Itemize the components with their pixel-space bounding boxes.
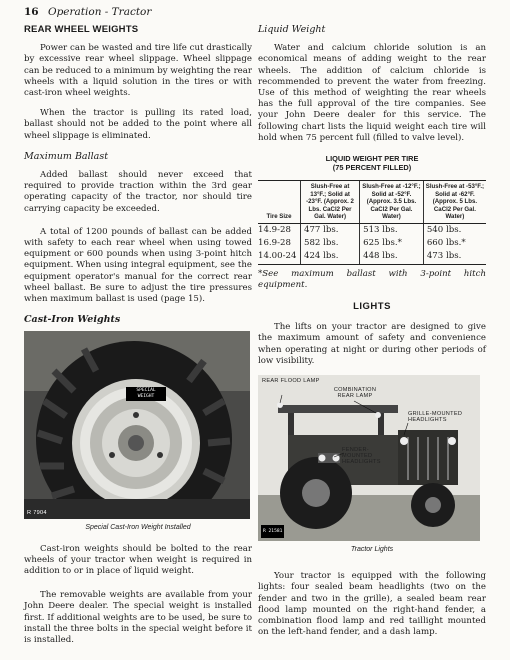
paragraph: The lifts on your tractor are designed to give the maximum amount of safety and convenience when operating at night or during other periods of low visibility.: [258, 322, 486, 366]
photo-id: R 7904: [27, 510, 47, 517]
paragraph: The removable weights are available from your John Deere dealer. The special weight is installed first. If additional weights are to be used, be sure to install the three bolts in the special weight before it is installed.: [24, 590, 252, 646]
paragraph: When the tractor is pulling its rated load, ballast should not be added to the point where all wheel slippage is eliminated.: [24, 108, 252, 141]
paragraph: Added ballast should never exceed that required to provide traction within the 3rd gear operating capacity of the tractor, nor should tire carrying capacity be exceeded.: [24, 170, 252, 214]
table-cell: 16.9-28: [258, 238, 291, 249]
right-column: [258, 24, 486, 647]
fender-headlights-label: FENDER-MOUNTED HEADLIGHTS: [342, 447, 381, 466]
table-header-row: [258, 181, 486, 224]
page-number: 16: [24, 6, 39, 18]
photo-caption: Tractor Lights: [350, 546, 394, 554]
maximum-ballast-heading: Maximum Ballast: [24, 150, 109, 162]
table-cell: 473 lbs.: [423, 250, 486, 264]
paragraph: Your tractor is equipped with the following lights: four sealed beam headlights (two on the fender and two in the grille), a sealed beam rear flood lamp mounted on the right-hand fender, a combination flood lamp and red taillight mounted on the left-hand fender, and a dash lamp.: [258, 571, 486, 638]
table-cell: 625 lbs.*: [360, 237, 424, 250]
table-cell: 660 lbs.*: [423, 237, 486, 250]
table-cell: 14.00-24: [258, 250, 301, 264]
rear-wheel-weights-heading: REAR WHEEL WEIGHTS: [24, 24, 139, 35]
cast-iron-weights-heading: Cast-Iron Weights: [24, 314, 121, 326]
table-cell: 540 lbs.: [423, 224, 486, 238]
cast-iron-weight-photo: [24, 331, 250, 519]
paragraph: Cast-iron weights should be bolted to the rear wheels of your tractor when weight is required in addition to or in place of liquid weight.: [24, 543, 252, 577]
table-cell: 14.9-28: [258, 225, 291, 235]
table-footnote: *See maximum ballast with 3-point hitch equipment.: [258, 268, 486, 290]
table-header: Slush-Free at -12°F.; Solid at -52°F. (Approx. 3.5 Lbs. CaCl2 Per Gal. Water): [360, 181, 424, 224]
paragraph: Power can be wasted and tire life cut drastically by excessive rear wheel slippage. Wheel slippage can be reduced to a minimum by weighting the rear wheels with a liquid solution in the tires or with cast-iron wheel weights.: [24, 43, 252, 99]
left-column: [24, 24, 252, 655]
rear-flood-lamp-label: REAR FLOOD LAMP: [262, 378, 320, 385]
photo-id: R 21581: [261, 525, 284, 538]
tire-weight-illustration: [24, 331, 250, 519]
special-weight-label: SPECIAL WEIGHT: [126, 387, 166, 401]
paragraph: A total of 1200 pounds of ballast can be added with safety to each rear wheel when using towed equipment or 600 pounds when using 3-point hitch equipment. When using integral equipment, see the equipment operator's manual for the correct rear wheel ballast. Be sure to adjust the tire pressures when maximum ballast is used (page 15).: [24, 226, 252, 305]
table-header: Slush-Free at -53°F.; Solid at -62°F. (Approx. 5 Lbs. CaCl2 Per Gal. Water): [423, 181, 486, 224]
combination-rear-lamp-label: COMBINATION REAR LAMP: [333, 387, 377, 400]
liquid-weight-heading: Liquid Weight: [258, 24, 326, 35]
grille-headlights-label: GRILLE-MOUNTED HEADLIGHTS: [408, 411, 463, 424]
paragraph: Water and calcium chloride solution is an economical means of adding weight to the rear wheels. The addition of calcium chloride is recommended to prevent the water from freezing. Use of this method of weighting the rear wheels has the full approval of the tire companies. See your John Deere dealer for this service. The following chart lists the liquid weight each tire will hold when 75 percent full (filled to valve level).: [258, 43, 486, 143]
table-header: Tire Size: [258, 181, 301, 224]
table-cell: 424 lbs.: [301, 250, 360, 264]
liquid-weight-table: [258, 180, 486, 265]
page-header: [24, 6, 151, 18]
table-cell: 477 lbs.: [301, 224, 360, 238]
photo-caption: Special Cast-Iron Weight Installed: [85, 524, 191, 532]
table-cell: 448 lbs.: [360, 250, 424, 264]
running-title: Operation - Tractor: [47, 6, 152, 18]
table-cell: 513 lbs.: [360, 224, 424, 238]
chart-title: LIQUID WEIGHT PER TIRE (75 PERCENT FILLED): [325, 154, 419, 173]
tractor-lights-photo: [258, 375, 480, 541]
table-header: Slush-Free at 13°F.; Solid at -23°F. (Approx. 2 Lbs. CaCl2 Per Gal. Water): [301, 181, 360, 224]
table-row: [258, 237, 486, 250]
table-row: [258, 224, 486, 238]
table-cell: 582 lbs.: [301, 237, 360, 250]
lights-heading: LIGHTS: [353, 301, 391, 313]
table-row: [258, 250, 486, 264]
